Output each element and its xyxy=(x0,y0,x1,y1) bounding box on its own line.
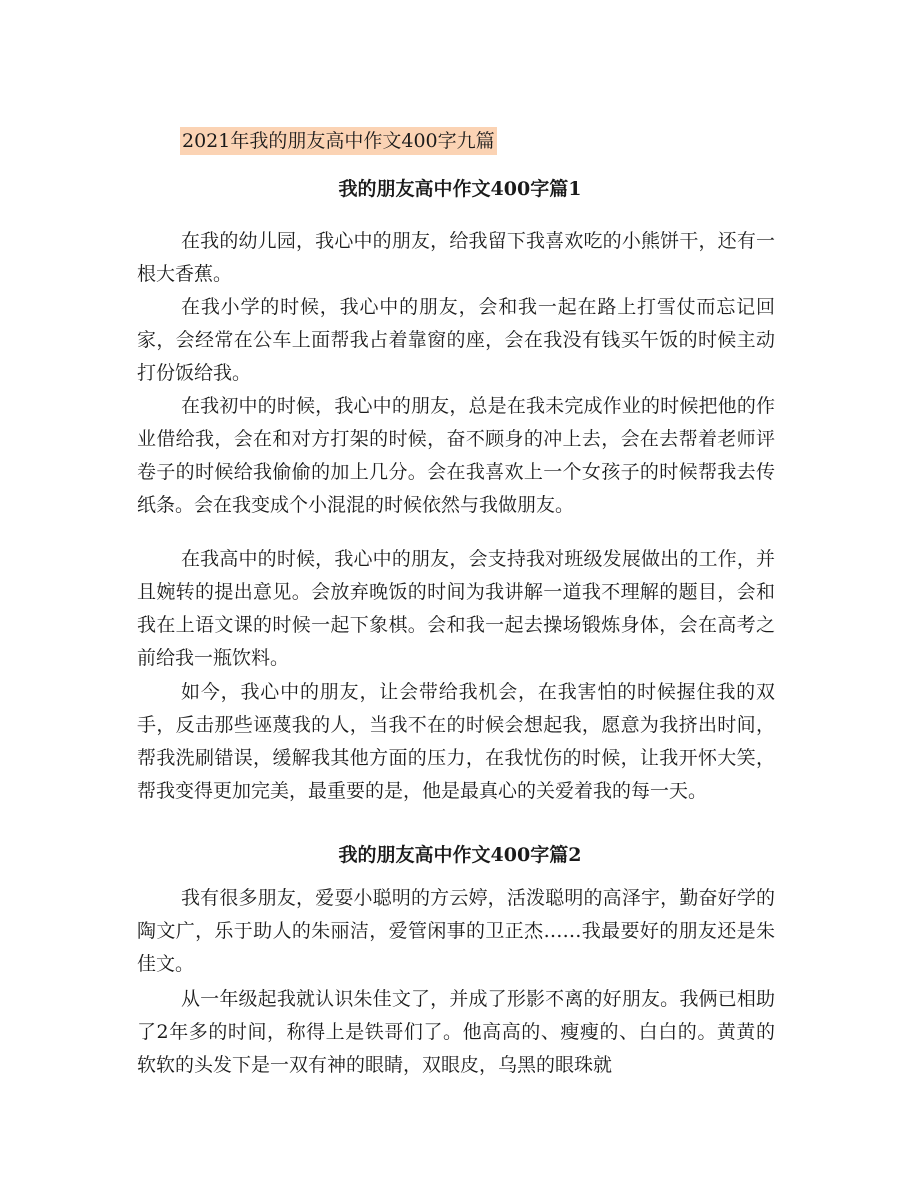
paragraph: 如今，我心中的朋友，让会带给我机会，在我害怕的时候握住我的双手，反击那些诬蔑我的人，当我不在的时候会想起我，愿意为我挤出时间，帮我洗刷错误，缓解我其他方面的压力，在我忧伤的时候，让我开怀大笑，帮我变得更加完美，最重要的是，他是最真心的关爱着我的每一天。 xyxy=(137,681,775,802)
section-heading-2: 我的朋友高中作文400字篇2 xyxy=(338,844,582,866)
paragraph: 在我的幼儿园，我心中的朋友，给我留下我喜欢吃的小熊饼干，还有一根大香蕉。 xyxy=(137,230,775,285)
paragraph: 在我小学的时候，我心中的朋友，会和我一起在路上打雪仗而忘记回家，会经常在公车上面帮我占着靠窗的座，会在我没有钱买午饭的时候主动打份饭给我。 xyxy=(137,296,775,384)
section-heading-1: 我的朋友高中作文400字篇1 xyxy=(338,178,582,200)
paragraph: 我有很多朋友，爱耍小聪明的方云婷，活泼聪明的高泽宇，勤奋好学的陶文广，乐于助人的朱丽洁，爱管闲事的卫正杰……我最要好的朋友还是朱佳文。 xyxy=(137,887,775,975)
document-title: 2021年我的朋友高中作文400字九篇 xyxy=(180,127,497,155)
paragraph: 在我高中的时候，我心中的朋友，会支持我对班级发展做出的工作，并且婉转的提出意见。会放弃晚饭的时间为我讲解一道我不理解的题目，会和我在上语文课的时候一起下象棋。会和我一起去操场锻炼身体，会在高考之前给我一瓶饮料。 xyxy=(137,548,775,669)
paragraph: 从一年级起我就认识朱佳文了，并成了形影不离的好朋友。我俩已相助了2年多的时间，称得上是铁哥们了。他高高的、瘦瘦的、白白的。黄黄的软软的头发下是一双有神的眼睛，双眼皮，乌黑的眼珠就 xyxy=(137,988,775,1076)
paragraph: 在我初中的时候，我心中的朋友，总是在我未完成作业的时候把他的作业借给我，会在和对方打架的时候，奋不顾身的冲上去，会在去帮着老师评卷子的时候给我偷偷的加上几分。会在我喜欢上一个女孩子的时候帮我去传纸条。会在我变成个小混混的时候依然与我做朋友。 xyxy=(137,395,775,516)
